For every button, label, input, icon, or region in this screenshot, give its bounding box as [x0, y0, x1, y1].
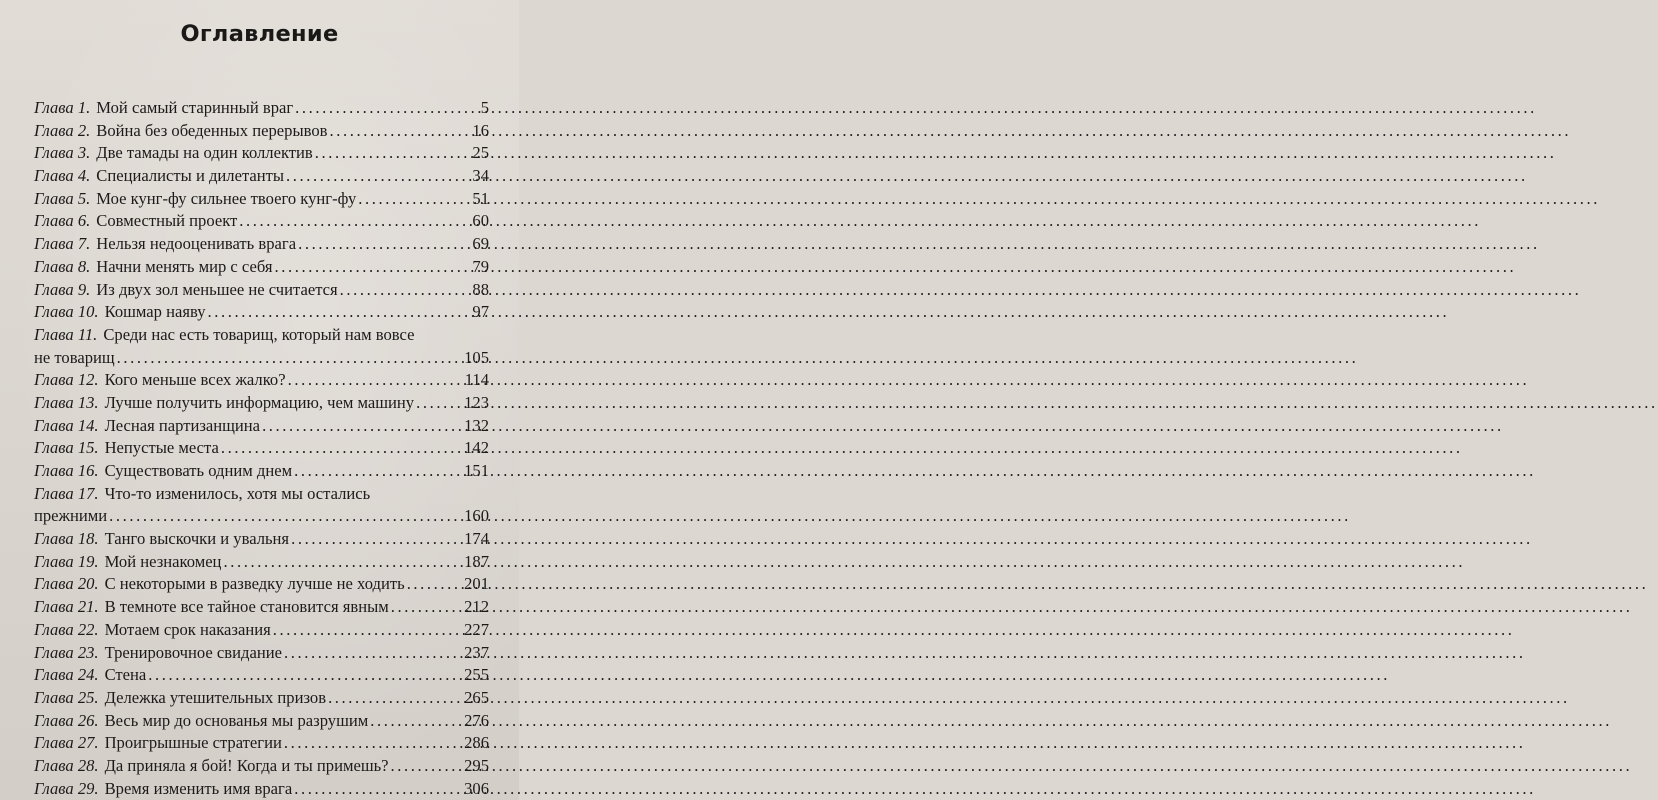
- chapter-label: Глава 6.: [34, 211, 91, 231]
- chapter-title: Что-то изменилось, хотя мы остались: [104, 483, 371, 503]
- page-number: 237: [464, 642, 489, 662]
- dot-leader: [117, 347, 461, 370]
- dot-leader: [275, 256, 470, 279]
- page-number: 201: [464, 574, 489, 594]
- dot-leader: [291, 528, 461, 551]
- chapter-label: Глава 17.: [34, 483, 99, 503]
- chapter-title: Мое кунг-фу сильнее твоего кунг-фу: [96, 188, 357, 208]
- page-number: 142: [464, 438, 489, 458]
- page-number: 174: [464, 529, 489, 549]
- toc-entry-21[interactable]: [34, 596, 489, 619]
- dot-leader: [273, 619, 461, 642]
- chapter-title: Мой самый старинный враг: [96, 98, 294, 117]
- chapter-title: В темноте все тайное становится явным: [104, 597, 389, 617]
- toc-entry-29[interactable]: [34, 778, 489, 800]
- toc-entry-3[interactable]: [34, 142, 489, 165]
- chapter-title: Мотаем срок наказания: [104, 619, 271, 639]
- chapter-title: Стена: [104, 665, 147, 685]
- toc-entry-11[interactable]: [34, 324, 489, 369]
- dot-leader: [329, 120, 469, 143]
- dot-leader: [294, 460, 461, 483]
- chapter-label: Глава 28.: [34, 755, 99, 775]
- chapter-label: Глава 14.: [34, 415, 99, 435]
- toc-entry-5[interactable]: [34, 188, 489, 211]
- toc-entry-10[interactable]: [34, 301, 489, 324]
- chapter-label: Глава 16.: [34, 461, 99, 481]
- dot-leader: [407, 573, 461, 596]
- page-number: 34: [472, 166, 489, 186]
- chapter-title: С некоторыми в разведку лучше не ходить: [104, 574, 405, 594]
- chapter-title: Лесная партизанщина: [104, 415, 261, 435]
- chapter-label: Глава 10.: [34, 302, 99, 322]
- chapter-title: Существовать одним днем: [104, 461, 293, 481]
- chapter-title-continued: не товарищ: [34, 347, 115, 367]
- chapter-label: Глава 11.: [34, 324, 98, 344]
- page-number: 123: [464, 392, 489, 412]
- chapter-label: Глава 7.: [34, 234, 91, 254]
- chapter-title: Тренировочное свидание: [104, 642, 282, 662]
- toc-entry-19[interactable]: [34, 551, 489, 574]
- chapter-label: Глава 20.: [34, 574, 99, 594]
- toc-entry-14[interactable]: [34, 415, 489, 438]
- dot-leader: [208, 301, 470, 324]
- chapter-label: Глава 22.: [34, 619, 99, 639]
- chapter-title: Время изменить имя врага: [104, 778, 293, 798]
- page-number: 227: [464, 619, 489, 639]
- chapter-title: Кошмар наяву: [104, 302, 206, 322]
- chapter-label: Глава 25.: [34, 687, 99, 707]
- dot-leader: [221, 437, 461, 460]
- chapter-label: Глава 9.: [34, 279, 91, 299]
- chapter-title: Война без обеденных перерывов: [96, 120, 328, 140]
- dot-leader: [328, 687, 461, 710]
- dot-leader: [239, 210, 469, 233]
- page-number: 88: [472, 279, 489, 299]
- dot-leader: [223, 551, 461, 574]
- page-number: 286: [464, 733, 489, 753]
- chapter-label: Глава 15.: [34, 438, 99, 458]
- toc-entry-24[interactable]: [34, 664, 489, 687]
- page-number: 97: [472, 302, 489, 322]
- page-number: 105: [464, 347, 489, 367]
- chapter-title: Совместный проект: [96, 211, 238, 231]
- chapter-label: Глава 19.: [34, 551, 99, 571]
- chapter-title: Дележка утешительных призов: [104, 687, 327, 707]
- dot-leader: [340, 279, 470, 302]
- toc-entry-20[interactable]: [34, 573, 489, 596]
- page-title: Оглавление: [180, 21, 339, 47]
- chapter-title: Начни менять мир с себя: [96, 256, 273, 276]
- chapter-label: Глава 26.: [34, 710, 99, 730]
- toc-entry-17[interactable]: [34, 483, 489, 528]
- page-number: 212: [464, 597, 489, 617]
- toc-entry-9[interactable]: [34, 279, 489, 302]
- chapter-label: Глава 4.: [34, 166, 91, 186]
- toc-entry-25[interactable]: [34, 687, 489, 710]
- chapter-label: Глава 12.: [34, 370, 99, 390]
- chapter-title: Специалисты и дилетанты: [96, 166, 285, 186]
- chapter-label: Глава 21.: [34, 597, 99, 617]
- chapter-label: Глава 18.: [34, 529, 99, 549]
- dot-leader: [298, 233, 469, 256]
- book-page: [0, 0, 519, 800]
- dot-leader: [284, 642, 461, 665]
- page-number: 151: [464, 461, 489, 481]
- dot-leader: [286, 165, 469, 188]
- toc-entry-7[interactable]: [34, 233, 489, 256]
- chapter-label: Глава 23.: [34, 642, 99, 662]
- chapter-title: Кого меньше всех жалко?: [104, 370, 286, 390]
- toc-entry-22[interactable]: [34, 619, 489, 642]
- toc-entry-28[interactable]: [34, 755, 489, 778]
- toc-entry-12[interactable]: [34, 369, 489, 392]
- page-number: 255: [464, 665, 489, 685]
- dot-leader: [358, 188, 469, 211]
- chapter-title: Две тамады на один коллектив: [96, 143, 313, 163]
- page-number: 114: [464, 370, 489, 390]
- dot-leader: [294, 778, 461, 800]
- page-number: 25: [472, 143, 489, 163]
- chapter-label: Глава 8.: [34, 256, 91, 276]
- chapter-title: Да приняла я бой! Когда и ты примешь?: [104, 755, 389, 775]
- chapter-label: Глава 5.: [34, 188, 91, 208]
- toc-entry-26[interactable]: [34, 710, 489, 733]
- toc-entry-16[interactable]: [34, 460, 489, 483]
- dot-leader: [391, 596, 461, 619]
- dot-leader: [295, 97, 478, 120]
- dot-leader: [391, 755, 462, 778]
- page-number: 51: [472, 188, 489, 208]
- chapter-title: Непустые места: [104, 438, 219, 458]
- toc-entry-4[interactable]: [34, 165, 489, 188]
- dot-leader: [315, 142, 470, 165]
- chapter-label: Глава 2.: [34, 120, 91, 140]
- chapter-title: Нельзя недооценивать врага: [96, 234, 297, 254]
- chapter-label: Глава 3.: [34, 143, 91, 163]
- chapter-label: Глава 13.: [34, 392, 99, 412]
- page-number: 295: [464, 755, 489, 775]
- chapter-title: Среди нас есть товарищ, который нам вовсе: [103, 324, 415, 344]
- chapter-label: Глава 29.: [34, 778, 99, 798]
- dot-leader: [288, 369, 462, 392]
- toc-entry-27[interactable]: [34, 732, 489, 755]
- page-number: 16: [472, 120, 489, 140]
- page-number: 60: [472, 211, 489, 231]
- page-number: 79: [472, 256, 489, 276]
- chapter-label: Глава 24.: [34, 665, 99, 685]
- chapter-title: Весь мир до основанья мы разрушим: [104, 710, 369, 730]
- chapter-title: Мой незнакомец: [104, 551, 222, 571]
- toc-entry-15[interactable]: [34, 437, 489, 460]
- toc-entry-6[interactable]: [34, 210, 489, 233]
- toc-entry-23[interactable]: [34, 642, 489, 665]
- dot-leader: [262, 415, 461, 438]
- dot-leader: [416, 392, 461, 415]
- toc-entry-18[interactable]: [34, 528, 489, 551]
- dot-leader: [284, 732, 461, 755]
- page-number: 69: [472, 234, 489, 254]
- toc-entry-8[interactable]: [34, 256, 489, 279]
- dot-leader: [148, 664, 461, 687]
- chapter-title: Проигрышные стратегии: [104, 733, 282, 753]
- toc-entry-2[interactable]: [34, 120, 489, 143]
- chapter-title: Танго выскочки и увальня: [104, 529, 290, 549]
- page-number: 5: [480, 98, 489, 117]
- page-number: 276: [464, 710, 489, 730]
- page-number: 187: [464, 551, 489, 571]
- page-number: 265: [464, 687, 489, 707]
- chapter-title-continued: прежними: [34, 506, 108, 526]
- dot-leader: [370, 710, 461, 733]
- chapter-label: Глава 27.: [34, 733, 99, 753]
- dot-leader: [109, 505, 461, 528]
- chapter-label: Глава 1.: [34, 98, 91, 117]
- toc-entry-13[interactable]: [34, 392, 489, 415]
- page-number: 132: [464, 415, 489, 435]
- chapter-title: Лучше получить информацию, чем машину: [104, 392, 415, 412]
- page-number: 160: [464, 506, 489, 526]
- page-number: 306: [464, 778, 489, 798]
- toc-entry-1[interactable]: [34, 97, 489, 120]
- chapter-title: Из двух зол меньшее не считается: [96, 279, 338, 299]
- table-of-contents: [34, 97, 489, 800]
